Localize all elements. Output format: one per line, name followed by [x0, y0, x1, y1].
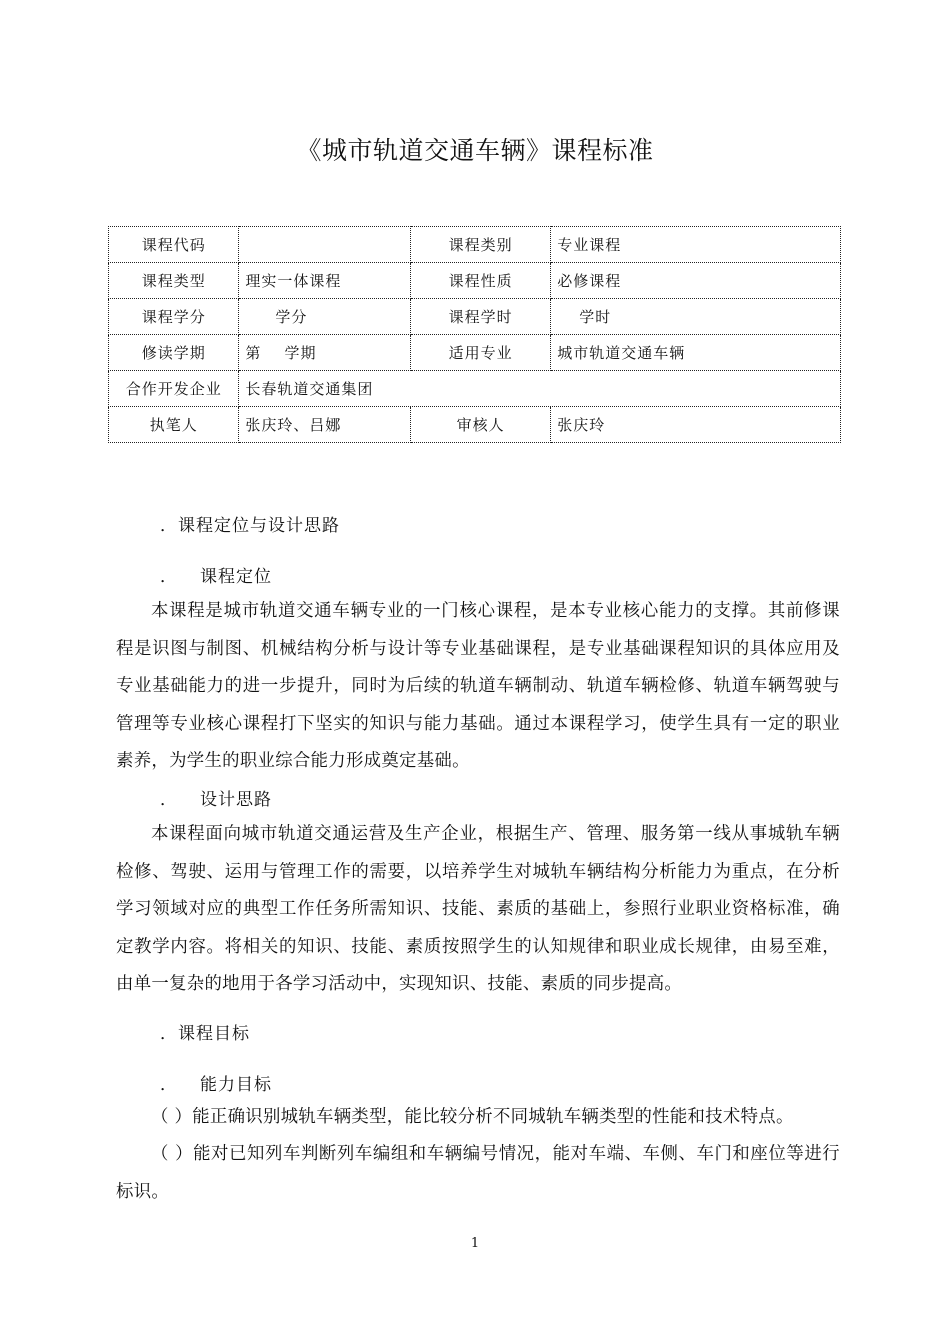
course-category-value: 专业课程 — [551, 227, 841, 263]
partner-company-value: 长春轨道交通集团 — [239, 371, 841, 407]
course-credits-value: 学分 — [239, 299, 411, 335]
subsection-number: ． — [160, 790, 178, 810]
author-label: 执笔人 — [109, 407, 239, 443]
semester-label: 修读学期 — [109, 335, 239, 371]
paragraph-course-positioning: 本课程是城市轨道交通车辆专业的一门核心课程，是本专业核心能力的支撑。其前修课程是识图与制图、机械结构分析与设计等专业基础课程，是专业基础课程知识的具体应用及专业基础能力的进一步提升，同时为后续的轨道车辆制动、轨道车辆检修、轨道车辆驾驶与管理等专业核心课程打下坚实的知识与能力基础。通过本课程学习，使学生具有一定的职业素养，为学生的职业综合能力形成奠定基础。 — [116, 601, 840, 771]
course-code-value — [239, 227, 411, 263]
subsection-heading-positioning — [160, 562, 272, 587]
table-row — [109, 335, 841, 371]
author-value: 张庆玲、吕娜 — [239, 407, 411, 443]
document-title: 《城市轨道交通车辆》课程标准 — [296, 136, 654, 165]
course-type-value: 理实一体课程 — [239, 263, 411, 299]
course-type-label: 课程类型 — [109, 263, 239, 299]
course-code-label: 课程代码 — [109, 227, 239, 263]
page-number: 1 — [470, 1236, 480, 1251]
subsection-heading-design — [160, 785, 272, 810]
reviewer-label: 审核人 — [410, 407, 550, 443]
section-heading-objectives: ．课程目标 — [160, 1024, 250, 1044]
subsection-title: 设计思路 — [200, 790, 272, 810]
table-row — [109, 263, 841, 299]
table-row — [109, 407, 841, 443]
subsection-heading-ability — [160, 1070, 272, 1095]
course-hours-value: 学时 — [551, 299, 841, 335]
course-nature-value: 必修课程 — [551, 263, 841, 299]
course-info-table — [108, 226, 841, 443]
course-credits-label: 课程学分 — [109, 299, 239, 335]
table-row — [109, 299, 841, 335]
ability-item-2: （ ）能对已知列车判断列车编组和车辆编号情况，能对车端、车侧、车门和座位等进行标识。 — [116, 1144, 840, 1202]
ability-item-1: （ ）能正确识别城轨车辆类型，能比较分析不同城轨车辆类型的性能和技术特点。 — [151, 1107, 794, 1127]
applicable-major-value: 城市轨道交通车辆 — [551, 335, 841, 371]
semester-value: 第 学期 — [239, 335, 411, 371]
course-hours-label: 课程学时 — [410, 299, 550, 335]
reviewer-value: 张庆玲 — [551, 407, 841, 443]
table-row — [109, 371, 841, 407]
subsection-number: ． — [160, 567, 178, 587]
applicable-major-label: 适用专业 — [410, 335, 550, 371]
partner-company-label: 合作开发企业 — [109, 371, 239, 407]
table-row — [109, 227, 841, 263]
paragraph-design-approach: 本课程面向城市轨道交通运营及生产企业，根据生产、管理、服务第一线从事城轨车辆检修、驾驶、运用与管理工作的需要，以培养学生对城轨车辆结构分析能力为重点，在分析学习领域对应的典型工作任务所需知识、技能、素质的基础上，参照行业职业资格标准，确定教学内容。将相关的知识、技能、素质按照学生的认知规律和职业成长规律，由易至难，由单一复杂的地用于各学习活动中，实现知识、技能、素质的同步提高。 — [116, 824, 840, 994]
section-heading-positioning: ．课程定位与设计思路 — [160, 516, 340, 536]
course-category-label: 课程类别 — [410, 227, 550, 263]
course-nature-label: 课程性质 — [410, 263, 550, 299]
subsection-title: 课程定位 — [200, 567, 272, 587]
subsection-number: ． — [160, 1075, 178, 1095]
subsection-title: 能力目标 — [200, 1075, 272, 1095]
